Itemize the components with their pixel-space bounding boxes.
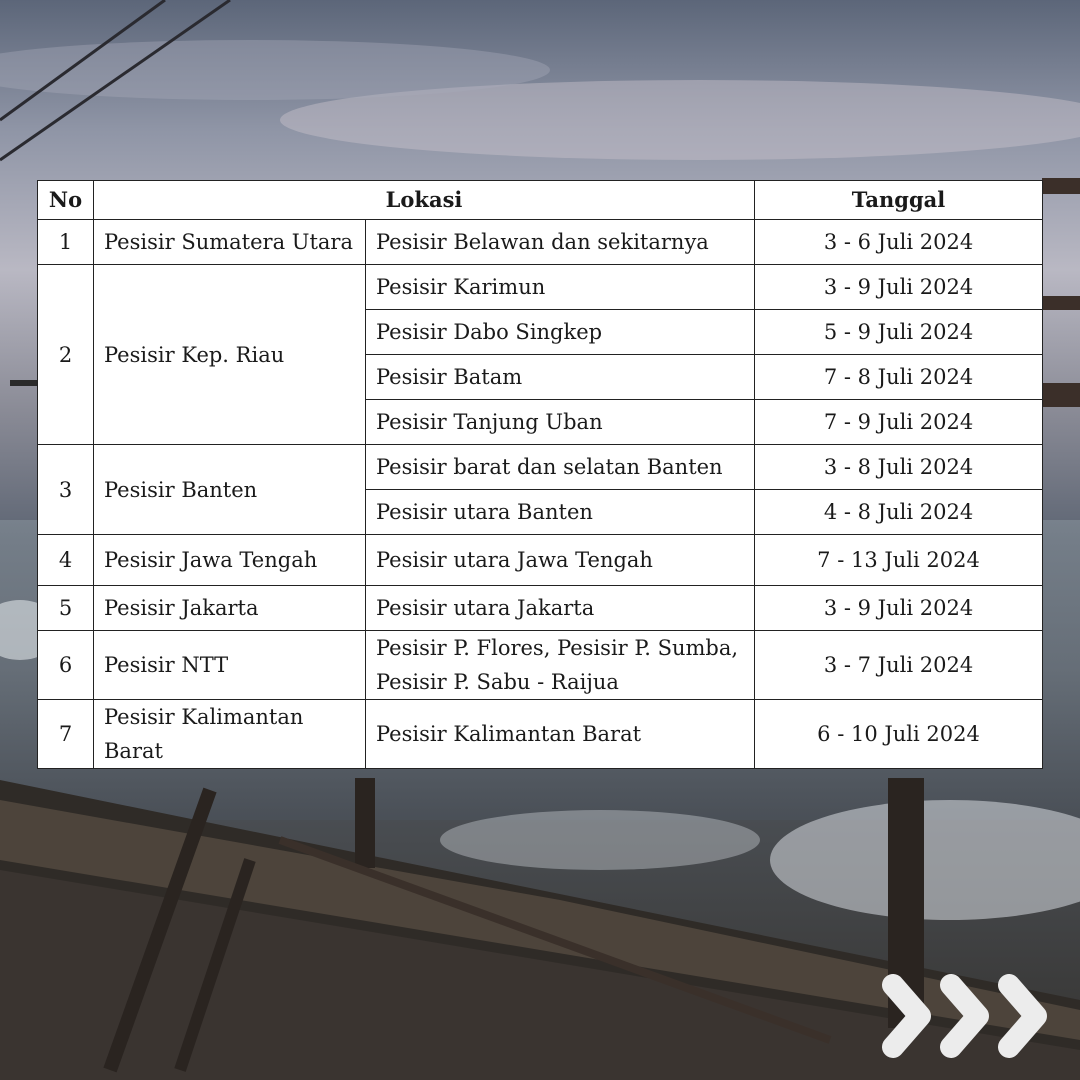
table-row <box>38 445 1043 490</box>
triple-chevron-right-icon[interactable] <box>878 970 1060 1062</box>
region-cell: Pesisir Kep. Riau <box>94 265 366 445</box>
date-cell: 6 - 10 Juli 2024 <box>755 700 1043 769</box>
region-cell: Pesisir Banten <box>94 445 366 535</box>
row-number: 6 <box>38 631 94 700</box>
location-cell: Pesisir utara Banten <box>366 490 755 535</box>
location-cell: Pesisir Tanjung Uban <box>366 400 755 445</box>
location-cell: Pesisir utara Jawa Tengah <box>366 535 755 586</box>
location-cell: Pesisir Batam <box>366 355 755 400</box>
table-row <box>38 631 1043 700</box>
date-cell: 7 - 13 Juli 2024 <box>755 535 1043 586</box>
region-cell: Pesisir NTT <box>94 631 366 700</box>
location-line: Pesisir P. Sabu - Raijua <box>376 670 619 694</box>
location-cell: Pesisir Kalimantan Barat <box>366 700 755 769</box>
row-number: 3 <box>38 445 94 535</box>
table-row <box>38 700 1043 769</box>
region-cell <box>94 700 366 769</box>
row-number: 5 <box>38 586 94 631</box>
date-cell: 7 - 9 Juli 2024 <box>755 400 1043 445</box>
region-cell: Pesisir Jawa Tengah <box>94 535 366 586</box>
chevron-right-icon <box>951 985 978 1047</box>
date-cell: 3 - 6 Juli 2024 <box>755 220 1043 265</box>
location-cell: Pesisir Karimun <box>366 265 755 310</box>
date-cell: 3 - 9 Juli 2024 <box>755 586 1043 631</box>
table-row <box>38 535 1043 586</box>
table-header-row <box>38 181 1043 220</box>
row-number: 4 <box>38 535 94 586</box>
location-cell: Pesisir Belawan dan sekitarnya <box>366 220 755 265</box>
row-number: 1 <box>38 220 94 265</box>
region-cell: Pesisir Jakarta <box>94 586 366 631</box>
date-cell: 5 - 9 Juli 2024 <box>755 310 1043 355</box>
location-cell: Pesisir barat dan selatan Banten <box>366 445 755 490</box>
location-line: Pesisir P. Flores, Pesisir P. Sumba, <box>376 636 739 660</box>
location-cell <box>366 631 755 700</box>
chevron-right-icon <box>1009 985 1036 1047</box>
warning-table <box>37 180 1042 769</box>
row-number: 2 <box>38 265 94 445</box>
table-row <box>38 220 1043 265</box>
region-line: Pesisir Kalimantan <box>104 705 304 729</box>
region-cell: Pesisir Sumatera Utara <box>94 220 366 265</box>
region-line: Barat <box>104 739 163 763</box>
header-tanggal: Tanggal <box>755 181 1043 220</box>
date-cell: 7 - 8 Juli 2024 <box>755 355 1043 400</box>
date-cell: 3 - 7 Juli 2024 <box>755 631 1043 700</box>
table-row <box>38 265 1043 310</box>
header-lokasi: Lokasi <box>94 181 755 220</box>
date-cell: 3 - 8 Juli 2024 <box>755 445 1043 490</box>
row-number: 7 <box>38 700 94 769</box>
location-cell: Pesisir utara Jakarta <box>366 586 755 631</box>
chevron-right-icon <box>893 985 920 1047</box>
date-cell: 3 - 9 Juli 2024 <box>755 265 1043 310</box>
date-cell: 4 - 8 Juli 2024 <box>755 490 1043 535</box>
location-cell: Pesisir Dabo Singkep <box>366 310 755 355</box>
table-row <box>38 586 1043 631</box>
header-no: No <box>38 181 94 220</box>
